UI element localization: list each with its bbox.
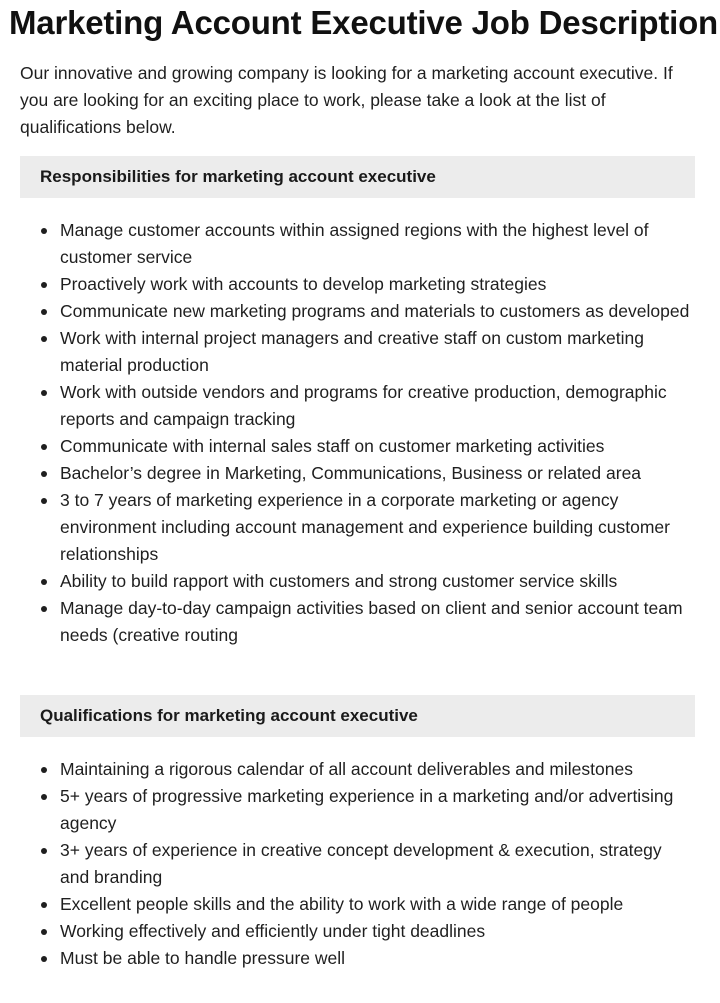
list-item: Maintaining a rigorous calendar of all account deliverables and milestones <box>20 756 690 783</box>
list-item: Must be able to handle pressure well <box>20 945 690 972</box>
list-item: Proactively work with accounts to develop marketing strategies <box>20 271 690 298</box>
list-item: Working effectively and efficiently under tight deadlines <box>20 918 690 945</box>
list-item: Ability to build rapport with customers and strong customer service skills <box>20 568 690 595</box>
list-item: Excellent people skills and the ability to work with a wide range of people <box>20 891 690 918</box>
responsibilities-list <box>20 217 690 649</box>
list-item: Manage customer accounts within assigned regions with the highest level of customer service <box>20 217 690 271</box>
list-item: Communicate with internal sales staff on customer marketing activities <box>20 433 690 460</box>
page-title: Marketing Account Executive Job Description <box>9 4 719 41</box>
list-item: Work with internal project managers and creative staff on custom marketing material production <box>20 325 690 379</box>
qualifications-heading: Qualifications for marketing account executive <box>20 695 695 737</box>
list-item: 3 to 7 years of marketing experience in a corporate marketing or agency environment including account management and experience building customer relationships <box>20 487 690 568</box>
list-item: Bachelor’s degree in Marketing, Communications, Business or related area <box>20 460 690 487</box>
intro-paragraph: Our innovative and growing company is looking for a marketing account executive. If you are looking for an exciting place to work, please take a look at the list of qualifications below. <box>20 63 673 137</box>
qualifications-list <box>20 756 690 972</box>
responsibilities-heading: Responsibilities for marketing account executive <box>20 156 695 198</box>
list-item: 3+ years of experience in creative concept development & execution, strategy and branding <box>20 837 690 891</box>
list-item: Manage day-to-day campaign activities based on client and senior account team needs (creative routing <box>20 595 690 649</box>
list-item: 5+ years of progressive marketing experience in a marketing and/or advertising agency <box>20 783 690 837</box>
list-item: Work with outside vendors and programs for creative production, demographic reports and campaign tracking <box>20 379 690 433</box>
list-item: Communicate new marketing programs and materials to customers as developed <box>20 298 690 325</box>
